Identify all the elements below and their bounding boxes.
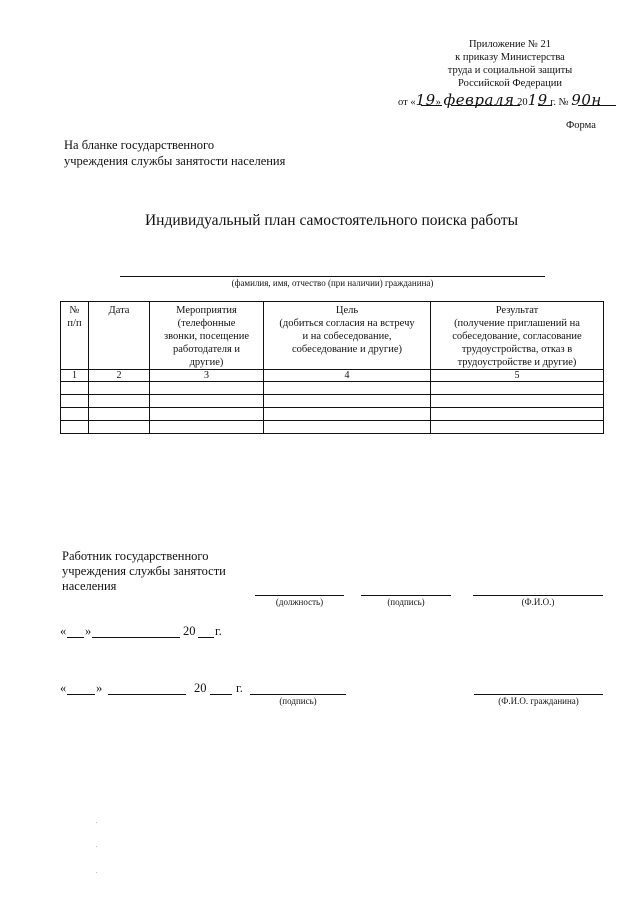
table-cell[interactable] <box>61 382 89 395</box>
date1-suffix: г. <box>215 624 222 638</box>
plan-table <box>60 301 604 434</box>
worker-line-1: Работник государственного <box>62 549 209 563</box>
underline-number <box>578 105 616 106</box>
citizen-name-line[interactable] <box>474 694 603 695</box>
table-cell[interactable] <box>89 395 150 408</box>
date1-open-quote: « <box>60 624 67 638</box>
position-line[interactable] <box>255 595 344 596</box>
date2-year-blank[interactable] <box>210 694 232 695</box>
position-caption: (должность) <box>275 597 324 607</box>
appendix-line-4: Российской Федерации <box>458 78 562 89</box>
table-cell[interactable] <box>89 421 150 434</box>
table-row <box>61 395 604 408</box>
document-title: Индивидуальный план самостоятельного поиска работы <box>144 212 519 229</box>
table-cell[interactable] <box>431 395 604 408</box>
table-cell[interactable] <box>264 395 431 408</box>
form-label: Форма <box>566 120 596 131</box>
column-header-goal: Цель (добиться согласия на встречу и на собеседование, собеседование и другие) <box>264 302 431 370</box>
table-cell[interactable] <box>150 421 264 434</box>
table-row <box>61 408 604 421</box>
underline-year <box>538 105 552 106</box>
date1-day-blank[interactable] <box>67 637 84 638</box>
order-date-line <box>398 91 633 109</box>
order-date-day: 19 <box>415 91 436 109</box>
table-cell[interactable] <box>431 382 604 395</box>
scan-speck <box>96 872 97 873</box>
date2-suffix: г. <box>236 681 243 695</box>
worker-line-3: населения <box>62 579 117 593</box>
order-date-prefix: от « <box>398 97 416 108</box>
column-header-activities: Мероприятия (телефонные звонки, посещение работодателя и другие) <box>150 302 264 370</box>
scan-speck <box>96 822 97 823</box>
table-cell[interactable] <box>61 421 89 434</box>
order-year-prefix: 20 <box>517 97 528 108</box>
letterhead-note <box>64 137 285 169</box>
table-cell[interactable] <box>264 421 431 434</box>
table-cell[interactable] <box>150 395 264 408</box>
column-header-result: Результат (получение приглашений на собеседование, согласование трудоустройства, отказ в трудоустройстве и другие) <box>431 302 604 370</box>
date2-year-prefix: 20 <box>194 681 207 695</box>
table-cell[interactable] <box>150 382 264 395</box>
column-number: 5 <box>431 370 604 382</box>
date1-month-blank[interactable] <box>92 637 180 638</box>
column-numbers-row <box>61 370 604 382</box>
date2-day-blank[interactable] <box>67 694 95 695</box>
column-header-number: № п/п <box>61 302 89 370</box>
fio-line[interactable] <box>120 276 545 277</box>
column-number: 3 <box>150 370 264 382</box>
table-cell[interactable] <box>431 408 604 421</box>
appendix-line-3: труда и социальной защиты <box>447 65 573 76</box>
underline-month <box>451 105 520 106</box>
appendix-header <box>400 38 620 90</box>
column-number: 4 <box>264 370 431 382</box>
worker-name-line[interactable] <box>473 595 603 596</box>
table-header-row <box>61 302 604 370</box>
column-number: 2 <box>89 370 150 382</box>
table-cell[interactable] <box>264 382 431 395</box>
order-date-quote: » <box>435 97 441 108</box>
table-row <box>61 421 604 434</box>
worker-line-2: учреждения службы занятости <box>62 564 226 578</box>
letterhead-line-2: учреждения службы занятости населения <box>64 154 286 168</box>
appendix-line-2: к приказу Министерства <box>455 52 565 63</box>
worker-label <box>62 549 226 594</box>
scan-speck <box>96 846 97 847</box>
column-number: 1 <box>61 370 89 382</box>
date1-year-blank[interactable] <box>198 637 214 638</box>
letterhead-line-1: На бланке государственного <box>64 138 215 152</box>
worker-signature-caption: (подпись) <box>387 597 425 607</box>
worker-name-caption: (Ф.И.О.) <box>521 597 555 607</box>
order-number-label: г. № <box>550 97 569 108</box>
order-year-suffix: 19 <box>527 91 548 109</box>
table-cell[interactable] <box>89 408 150 421</box>
order-date-month: февраля <box>443 91 515 109</box>
citizen-name-caption: (Ф.И.О. гражданина) <box>498 696 579 706</box>
order-number: 90н <box>571 91 602 109</box>
table-cell[interactable] <box>61 395 89 408</box>
table-row <box>61 382 604 395</box>
table-cell[interactable] <box>150 408 264 421</box>
citizen-signature-line[interactable] <box>250 694 346 695</box>
table-cell[interactable] <box>431 421 604 434</box>
worker-signature-line[interactable] <box>361 595 451 596</box>
date2-open-quote: « <box>60 681 67 695</box>
appendix-line-1: Приложение № 21 <box>468 39 552 50</box>
table-cell[interactable] <box>264 408 431 421</box>
date-line-2 <box>60 681 260 699</box>
citizen-signature-caption: (подпись) <box>279 696 317 706</box>
column-header-date: Дата <box>89 302 150 370</box>
table-cell[interactable] <box>89 382 150 395</box>
table-cell[interactable] <box>61 408 89 421</box>
date1-year-prefix: 20 <box>183 624 196 638</box>
fio-caption: (фамилия, имя, отчество (при наличии) гражданина) <box>231 278 434 288</box>
date-line-1 <box>60 624 260 642</box>
date2-close-quote: » <box>96 681 103 695</box>
underline-day <box>421 105 442 106</box>
date2-month-blank[interactable] <box>108 694 186 695</box>
date1-close-quote: » <box>85 624 92 638</box>
